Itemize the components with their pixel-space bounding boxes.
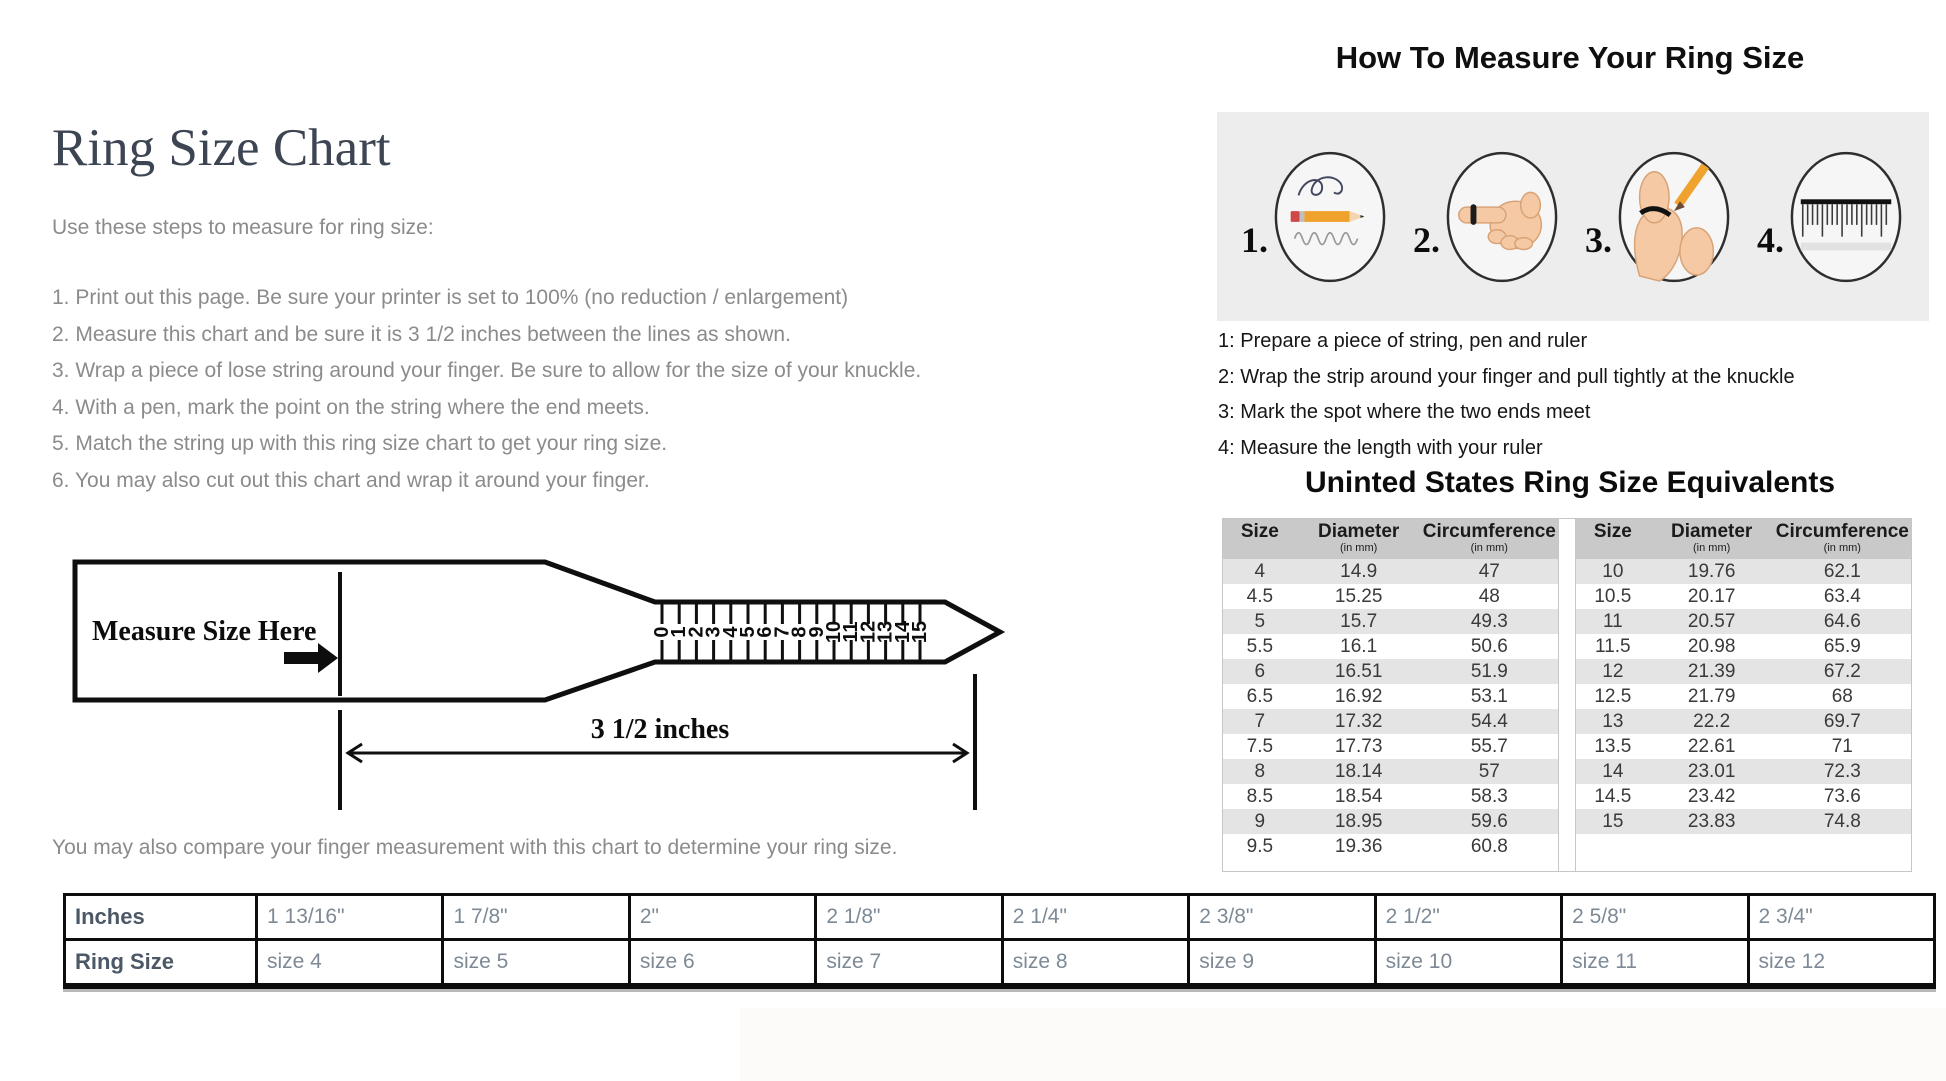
instruction-step: 5. Match the string up with this ring size chart to get your ring size. [52, 432, 668, 455]
tick-size-number: 8 [788, 626, 811, 638]
table-row [1223, 809, 1558, 834]
column-header-size: Size [1576, 519, 1650, 559]
table-cell: 9.5 [1246, 836, 1274, 857]
table-cell: 47 [1478, 561, 1500, 582]
illustration-step-4 [1757, 147, 1905, 287]
step-4-number: 4. [1757, 219, 1784, 260]
table-row [1223, 734, 1558, 759]
table-row [1223, 784, 1558, 809]
table-cell: 7 [1254, 711, 1266, 732]
tick-size-number: 10 [823, 620, 845, 644]
ring-size-value: size 5 [443, 940, 629, 987]
table-row [1576, 759, 1911, 784]
table-cell: 18.14 [1334, 761, 1383, 782]
table-cell: 20.98 [1687, 636, 1736, 657]
instruction-step: 4. With a pen, mark the point on the string where the end meets. [52, 395, 650, 419]
measure-ruler-icon [1787, 147, 1905, 287]
table-cell: 54.4 [1470, 711, 1508, 732]
instruction-step: 1. Print out this page. Be sure your printer is set to 100% (no reduction / enlargement) [52, 286, 849, 309]
ring-size-value: size 10 [1375, 940, 1561, 987]
table-cell: 4.5 [1246, 586, 1274, 607]
table-cell: 15.7 [1340, 611, 1378, 632]
inches-value: 2 1/4" [1002, 895, 1188, 940]
table-row [1223, 634, 1558, 659]
pencil-eraser [1291, 211, 1300, 222]
table-row [1223, 759, 1558, 784]
equivalents-table-panel [1575, 519, 1912, 871]
table-cell: 23.42 [1687, 786, 1736, 807]
ring-size-value: size 6 [629, 940, 815, 987]
table-cell: 65.9 [1823, 636, 1861, 657]
table-cell: 18.95 [1334, 811, 1383, 832]
tick-size-number: 15 [909, 620, 931, 644]
illustration-step-3 [1585, 147, 1733, 287]
inches-value: 1 13/16" [257, 895, 443, 940]
table-row [1576, 584, 1911, 609]
inches-row [65, 895, 1935, 940]
table-cell: 68 [1831, 686, 1853, 707]
table-row [1223, 834, 1558, 859]
tick-size-number: 0 [651, 626, 673, 638]
inches-row-label: Inches [65, 895, 257, 940]
ring-size-equivalents-table [1223, 519, 1558, 859]
compare-note: You may also compare your finger measurement with this chart to determine your ring size. [52, 836, 898, 859]
width-dimension-label: 3 1/2 inches [590, 714, 730, 745]
step-3-number: 3. [1585, 219, 1612, 260]
tick-size-number: 13 [874, 620, 897, 644]
table-cell: 21.39 [1687, 661, 1736, 682]
tick-size-number: 14 [891, 620, 914, 644]
table-cell: 5.5 [1246, 636, 1274, 657]
table-header-row [1223, 519, 1558, 559]
table-row [1576, 709, 1911, 734]
ring-size-value: size 7 [816, 940, 1002, 987]
measure-step: 4: Measure the length with your ruler [1218, 436, 1543, 459]
table-cell: 67.2 [1823, 661, 1861, 682]
table-cell: 20.17 [1687, 586, 1736, 607]
column-header-diameter: Diameter (in mm) [1650, 519, 1774, 559]
table-cell: 60.8 [1470, 836, 1508, 857]
ring-size-value: size 4 [257, 940, 443, 987]
tick-size-number: 6 [754, 626, 777, 638]
table-cell: 22.2 [1693, 711, 1731, 732]
illustration-step-2 [1413, 147, 1561, 287]
table-row [1223, 709, 1558, 734]
ring-size-value: size 12 [1748, 940, 1935, 987]
column-header-circumference: Circumference (in mm) [1421, 519, 1558, 559]
table-cell: 6 [1254, 661, 1266, 682]
table-cell: 74.8 [1823, 811, 1861, 832]
column-header-diameter: Diameter (in mm) [1297, 519, 1421, 559]
ruler-edge [1801, 199, 1891, 204]
table-cell: 57 [1478, 761, 1500, 782]
table-cell: 72.3 [1823, 761, 1861, 782]
table-cell: 50.6 [1470, 636, 1508, 657]
measure-size-here-label: Measure Size Here [92, 616, 317, 647]
table-row [1223, 584, 1558, 609]
bottom-blank-strip [740, 1008, 1946, 1081]
table-cell: 10.5 [1594, 586, 1632, 607]
ring-sizer-diagram [60, 548, 1010, 828]
table-cell: 14.5 [1594, 786, 1632, 807]
table-cell: 55.7 [1470, 736, 1508, 757]
ring-size-value: size 11 [1562, 940, 1748, 987]
inches-value: 2 3/8" [1189, 895, 1375, 940]
table-cell: 12.5 [1594, 686, 1632, 707]
ring-size-row [65, 940, 1935, 987]
measure-steps-list [1218, 324, 1795, 466]
table-cell: 23.83 [1687, 811, 1736, 832]
tick-size-number: 7 [771, 626, 794, 638]
ring-size-row-label: Ring Size [65, 940, 257, 987]
table-cell: 16.92 [1334, 686, 1383, 707]
table-row [1223, 559, 1558, 584]
table-cell: 13 [1602, 711, 1624, 732]
table-cell: 8 [1254, 761, 1266, 782]
string-band [1471, 204, 1477, 225]
tick-size-number: 4 [719, 626, 742, 638]
instruction-step: 6. You may also cut out this chart and wrap it around your finger. [52, 468, 650, 492]
intro-text: Use these steps to measure for ring size: [52, 216, 434, 239]
tick-size-number: 5 [737, 626, 759, 638]
table-row [1223, 659, 1558, 684]
measure-step: 2: Wrap the strip around your finger and pull tightly at the knuckle [1218, 365, 1795, 388]
table-cell: 8.5 [1246, 786, 1274, 807]
measure-steps-illustration-panel [1217, 112, 1929, 321]
table-cell: 12 [1602, 661, 1624, 682]
table-cell: 6.5 [1246, 686, 1274, 707]
inches-value: 2 5/8" [1562, 895, 1748, 940]
step-2-number: 2. [1413, 219, 1440, 260]
tick-size-number: 2 [685, 626, 708, 638]
pencil-band [1300, 211, 1305, 222]
tick-size-number: 11 [840, 621, 863, 643]
table-cell: 4 [1254, 561, 1266, 582]
step-1-number: 1. [1241, 219, 1268, 260]
table-cell: 48 [1478, 586, 1500, 607]
column-header-size: Size [1223, 519, 1297, 559]
illustration-step-1 [1241, 147, 1389, 287]
measure-step: 3: Mark the spot where the two ends meet [1218, 401, 1591, 423]
table-cell: 18.54 [1334, 786, 1383, 807]
table-cell: 73.6 [1823, 786, 1861, 807]
instruction-steps-list [52, 280, 921, 499]
table-header-row [1576, 519, 1911, 559]
ring-size-value: size 8 [1002, 940, 1188, 987]
table-cell: 49.3 [1470, 611, 1508, 632]
table-cell: 5 [1254, 611, 1266, 632]
table-cell: 51.9 [1470, 661, 1508, 682]
column-header-circumference: Circumference (in mm) [1774, 519, 1911, 559]
table-cell: 11.5 [1595, 636, 1631, 657]
table-cell: 13.5 [1594, 736, 1632, 757]
table-cell: 16.1 [1340, 636, 1378, 657]
table-cell: 19.76 [1687, 561, 1736, 582]
table-cell: 14 [1602, 761, 1624, 782]
table-row [1223, 609, 1558, 634]
table-cell: 63.4 [1823, 586, 1861, 607]
table-cell: 53.1 [1470, 686, 1508, 707]
tick-size-number: 9 [805, 626, 828, 638]
ring-size-equivalents-tables [1222, 518, 1912, 872]
table-cell: 20.57 [1687, 611, 1736, 632]
inches-value: 2" [629, 895, 815, 940]
instruction-step: 3. Wrap a piece of lose string around your finger. Be sure to allow for the size of your knuckle. [52, 359, 922, 382]
instruction-step: 2. Measure this chart and be sure it is 3 1/2 inches between the lines as shown. [52, 322, 791, 346]
tick-size-number: 1 [668, 626, 691, 638]
measure-step: 1: Prepare a piece of string, pen and ruler [1218, 330, 1588, 352]
table-cell: 22.61 [1687, 736, 1736, 757]
table-cell: 7.5 [1246, 736, 1274, 757]
table-cell: 19.36 [1334, 836, 1383, 857]
equivalents-title: Uninted States Ring Size Equivalents [1304, 466, 1836, 499]
table-cell: 11 [1602, 611, 1623, 632]
table-cell: 15 [1602, 811, 1624, 832]
table-cell: 58.3 [1470, 786, 1508, 807]
table-cell: 21.79 [1687, 686, 1736, 707]
table-row [1576, 784, 1911, 809]
tick-size-number: 12 [857, 620, 880, 644]
table-row [1576, 809, 1911, 834]
table-cell: 17.73 [1334, 736, 1383, 757]
table-cell: 62.1 [1823, 561, 1861, 582]
ring-size-value: size 9 [1189, 940, 1375, 987]
table-cell: 64.6 [1823, 611, 1861, 632]
ruler-shadow [1801, 242, 1891, 250]
mark-ends-icon [1615, 147, 1733, 287]
table-row [1576, 609, 1911, 634]
inches-to-ring-size-table [63, 893, 1936, 989]
table-row [1576, 634, 1911, 659]
table-cell: 69.7 [1823, 711, 1861, 732]
table-cell: 71 [1831, 736, 1853, 757]
table-cell: 16.51 [1334, 661, 1383, 682]
table-cell: 17.32 [1334, 711, 1383, 732]
table-cell: 59.6 [1470, 811, 1508, 832]
pencil-body [1304, 211, 1349, 222]
tick-size-number: 3 [702, 626, 725, 638]
inches-value: 2 1/2" [1375, 895, 1561, 940]
string-pen-ruler-icon [1271, 147, 1389, 287]
inches-value: 1 7/8" [443, 895, 629, 940]
table-cell: 15.25 [1334, 586, 1383, 607]
table-cell: 23.01 [1687, 761, 1736, 782]
table-row [1223, 684, 1558, 709]
inches-value: 2 3/4" [1748, 895, 1935, 940]
table-cell: 9 [1254, 811, 1266, 832]
table-row [1576, 734, 1911, 759]
table-row [1576, 684, 1911, 709]
table-row [1576, 659, 1911, 684]
inches-value: 2 1/8" [816, 895, 1002, 940]
table-cell: 10 [1602, 561, 1624, 582]
table-cell: 14.9 [1340, 561, 1378, 582]
wrap-finger-icon [1443, 147, 1561, 287]
page-title: Ring Size Chart [52, 119, 391, 177]
equivalents-table-panel [1222, 519, 1559, 871]
how-to-measure-title: How To Measure Your Ring Size [1335, 40, 1805, 75]
ring-size-equivalents-table [1576, 519, 1911, 834]
table-row [1576, 559, 1911, 584]
